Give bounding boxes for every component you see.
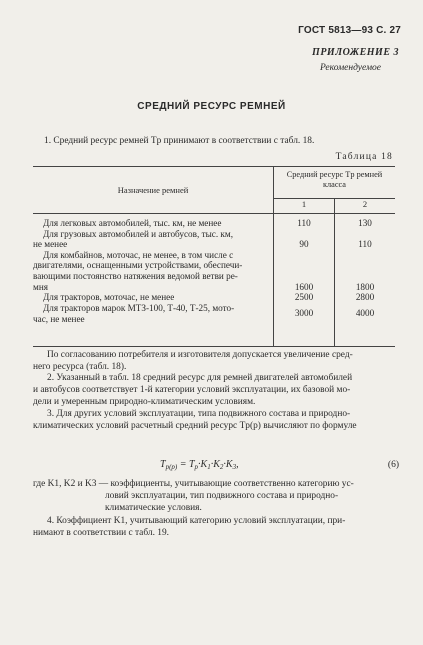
paragraph-4 [33,515,345,539]
column-header-class-1: 1 [274,199,335,214]
appendix-label: ПРИЛОЖЕНИЕ 3 [312,47,399,58]
section-title: СРЕДНИЙ РЕСУРС РЕМНЕЙ [137,101,286,112]
row-value-class-1: 3000 [274,303,335,347]
column-header-class-2: 2 [335,199,396,214]
formula-number: (6) [387,460,399,470]
column-header-purpose: Назначение ремней [33,167,274,214]
paragraph-line: и автобусов соответствует 1-й категории условий эксплуатации, их базовой мо- [33,385,351,396]
row-value-class-1: 2500 [274,292,335,303]
row-value-class-2: 130 [358,218,372,228]
table-row [33,303,395,347]
row-label [33,292,274,303]
paragraph-line: дели и умеренным природно-климатическим условиям. [33,397,256,408]
table-row [33,292,395,303]
paragraph-1: 1. Средний ресурс ремней Tр принимают в соответствии с табл. 18. [44,136,315,146]
row-label [33,250,274,293]
recommended-label: Рекомендуемое [319,63,381,73]
paragraph-line: 4. Коэффициент K1, учитывающий категорию условий эксплуатации, при- [47,516,346,526]
row-value-class-2: 110 [358,238,372,249]
row-label [33,229,274,250]
paragraph-line: 3. Для других условий эксплуатации, типа подвижного состава и природно- [47,409,351,419]
resource-table [33,166,395,347]
paragraph-line: него ресурса (табл. 18). [33,362,127,373]
row-label [33,214,274,229]
row-label-line: Для тракторов марок МТЗ-100, Т-40, Т-25, мото- [43,302,235,313]
row-label-line: двигателями, оснащенными устройствами, обеспечи- [33,260,243,271]
row-label-line: вающими постоянство натяжения ведомой ветви ре- [33,270,238,281]
row-value-class-2: 2800 [355,292,375,303]
paragraph-line: где K1, K2 и K3 — коэффициенты, учитывающие соответственно категорию ус- [33,479,354,489]
row-label-line: час, не менее [33,313,85,324]
row-value-class-1: 1600 [274,250,335,293]
row-label-line: не менее [33,239,68,250]
document-header: ГОСТ 5813—93 С. 27 [298,25,401,36]
paragraph-line: По согласованию потребителя и изготовителя допускается увеличение сред- [47,350,353,360]
table-row [33,250,395,293]
row-label-line: Для легковых автомобилей, тыс. км, не менее [43,218,222,228]
table-row [33,229,395,250]
paragraph-line: ловий эксплуатации, тип подвижного состава и природно- [105,491,339,502]
row-label-line: Для грузовых автомобилей и автобусов, тыс. км, [43,228,233,239]
paragraph-3 [33,408,357,432]
row-value-class-2: 4000 [335,303,396,347]
paragraph-2 [33,372,352,409]
table-caption: Таблица 18 [335,152,393,162]
paragraph-where [33,478,354,515]
row-value-class-1: 90 [274,229,335,250]
column-header-resource-text: Средний ресурс Tр ремней класса [286,170,383,189]
column-header-resource [274,167,396,199]
table-row [33,214,395,229]
row-value-class-2: 1800 [355,281,375,292]
paragraph-agreement [33,349,353,373]
row-value-class-1: 110 [274,214,335,229]
row-label-line: мня [33,281,48,292]
formula-6: $T_{р(р)} = T_р\cdot K_1\cdot K_2\cdot K_3$, [160,459,239,471]
row-label-line: Для комбайнов, моточас, не менее, в том числе с [43,249,234,260]
row-label [33,303,274,347]
row-label-line: Для тракторов, моточас, не менее [43,292,175,303]
paragraph-line: климатических условий расчетный средний ресурс Tр(р) вычисляют по формуле [33,421,357,432]
paragraph-line: 2. Указанный в табл. 18 средний ресурс для ремней двигателей автомобилей [47,373,353,383]
paragraph-line: климатические условия. [105,503,202,514]
paragraph-line: нимают в соответствии с табл. 19. [33,528,169,539]
